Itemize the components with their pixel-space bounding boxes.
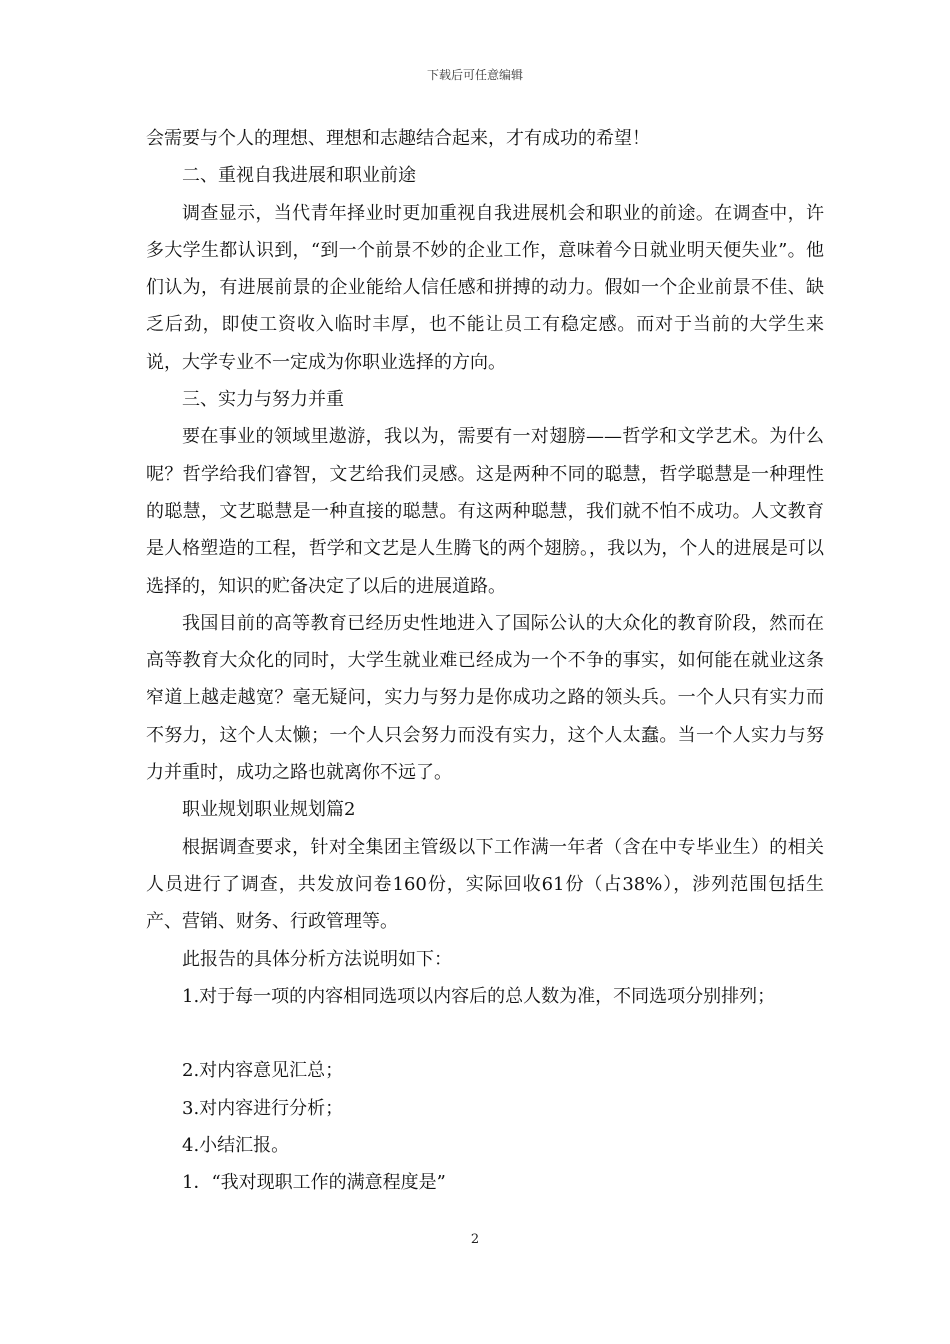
article-title-part-2: 职业规划职业规划篇2 — [182, 799, 356, 821]
paragraph-career-prospects: 调查显示，当代青年择业时更加重视自我进展机会和职业的前途。在调查中，许多大学生都认识到，“到一个前景不妙的企业工作，意味着今日就业明天便失业”。他们认为，有进展前景的企业能给人信任感和拼搏的动力。假如一个企业前景不佳、缺乏后劲，即使工资收入临时丰厚，也不能让员工有稳定感。而对于当前的大学生来说，大学专业不一定成为你职业选择的方向。 — [146, 202, 824, 373]
question-heading-1: 1．“我对现职工作的满意程度是” — [182, 1172, 446, 1194]
list-item-3: 3.对内容进行分析； — [182, 1097, 344, 1119]
page-number: 2 — [470, 1232, 480, 1247]
section-heading-3: 三、实力与努力并重 — [182, 389, 344, 411]
paragraph-continuation: 会需要与个人的理想、理想和志趣结合起来，才有成功的希望！ — [146, 128, 650, 149]
list-item-4: 4.小结汇报。 — [182, 1135, 290, 1157]
blank-line — [146, 1015, 824, 1052]
paragraph-survey-intro: 根据调查要求，针对全集团主管级以下工作满一年者（含在中专毕业生）的相关人员进行了调查，共发放问卷160份，实际回收61份（占38%），涉列范围包括生产、营销、财务、行政管理等。 — [146, 836, 824, 933]
page-header: 下载后可任意编辑 — [426, 68, 523, 82]
list-item-2: 2.对内容意见汇总； — [182, 1060, 344, 1082]
document-body — [146, 120, 824, 1202]
paragraph-higher-education: 我国目前的高等教育已经历史性地进入了国际公认的大众化的教育阶段，然而在高等教育大众化的同时，大学生就业难已经成为一个不争的事实，如何能在就业这条窄道上越走越宽？毫无疑问，实力与努力是你成功之路的领头兵。一个人只有实力而不努力，这个人太懒；一个人只会努力而没有实力，这个人太蠢。当一个人实力与努力并重时，成功之路也就离你不远了。 — [146, 612, 824, 784]
list-item-1: 1.对于每一项的内容相同选项以内容后的总人数为准，不同选项分别排列； — [182, 985, 776, 1007]
paragraph-wings: 要在事业的领域里遨游，我以为，需要有一对翅膀——哲学和文学艺术。为什么呢？哲学给我们睿智，文艺给我们灵感。这是两种不同的聪慧，哲学聪慧是一种理性的聪慧，文艺聪慧是一种直接的聪慧。有这两种聪慧，我们就不怕不成功。人文教育是人格塑造的工程，哲学和文艺是人生腾飞的两个翅膀。，我以为，个人的进展是可以选择的，知识的贮备决定了以后的进展道路。 — [146, 426, 824, 597]
section-heading-2: 二、重视自我进展和职业前途 — [182, 165, 416, 187]
paragraph-method-intro: 此报告的具体分析方法说明如下： — [182, 948, 452, 970]
